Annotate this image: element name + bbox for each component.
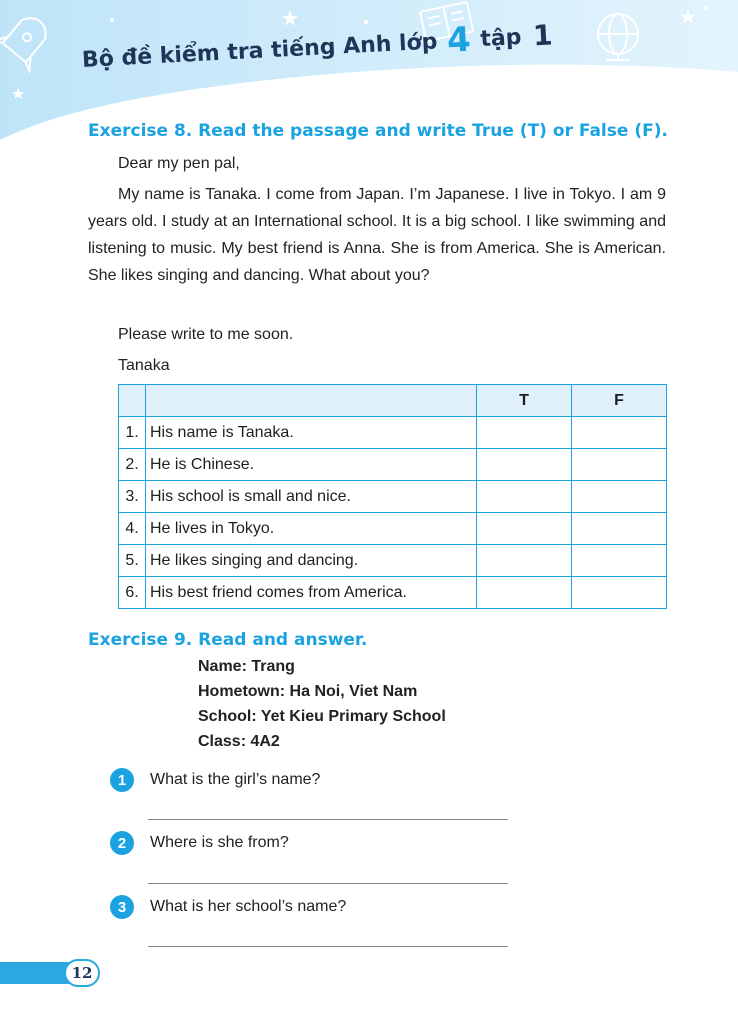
title-prefix: Bộ đề kiểm tra tiếng Anh lớp (81, 29, 439, 73)
table-row (119, 481, 667, 513)
question-1 (110, 767, 320, 793)
table-row (119, 577, 667, 609)
row-number: 3. (119, 481, 146, 513)
true-answer-cell[interactable] (477, 449, 572, 481)
grade-number: 4 (446, 19, 472, 61)
false-answer-cell[interactable] (572, 577, 667, 609)
row-statement: His school is small and nice. (146, 481, 477, 513)
letter-greeting: Dear my pen pal, (118, 155, 240, 172)
exercise-8-title: Exercise 8. Read the passage and write True (T) or False (F). (88, 121, 668, 141)
page-number: 12 (64, 959, 100, 987)
question-text: What is the girl’s name? (150, 771, 321, 788)
answer-line-2[interactable]: _______________________________________ (148, 866, 508, 884)
table-header-row (119, 385, 667, 417)
exercise-9-title: Exercise 9. Read and answer. (88, 630, 368, 650)
false-answer-cell[interactable] (572, 513, 667, 545)
header-banner (0, 0, 738, 140)
question-number-badge: 3 (110, 895, 134, 919)
header-statement-cell (146, 385, 477, 417)
true-answer-cell[interactable] (477, 513, 572, 545)
false-answer-cell[interactable] (572, 449, 667, 481)
letter-body-text: My name is Tanaka. I come from Japan. I’m Japanese. I live in Tokyo. I am 9 years old. I study at an International school. It is a big school. I like swimming and listening to music. My best friend is Anna. She is from America. She is American. She likes singing and dancing. What about you? (88, 186, 666, 284)
true-answer-cell[interactable] (477, 577, 572, 609)
false-answer-cell[interactable] (572, 417, 667, 449)
question-number-badge: 2 (110, 831, 134, 855)
question-3 (110, 894, 346, 920)
question-2 (110, 830, 289, 856)
row-statement: His name is Tanaka. (146, 417, 477, 449)
letter-body (88, 181, 666, 289)
info-class: Class: 4A2 (198, 733, 280, 750)
info-name: Name: Trang (198, 658, 295, 675)
row-number: 2. (119, 449, 146, 481)
row-statement: He likes singing and dancing. (146, 545, 477, 577)
table-row (119, 417, 667, 449)
row-number: 4. (119, 513, 146, 545)
question-number-badge: 1 (110, 768, 134, 792)
info-hometown: Hometown: Ha Noi, Viet Nam (198, 683, 418, 700)
volume-number: 1 (532, 18, 554, 53)
row-statement: His best friend comes from America. (146, 577, 477, 609)
table-row (119, 449, 667, 481)
false-answer-cell[interactable] (572, 545, 667, 577)
row-statement: He is Chinese. (146, 449, 477, 481)
table-row (119, 513, 667, 545)
row-number: 5. (119, 545, 146, 577)
true-answer-cell[interactable] (477, 481, 572, 513)
row-number: 6. (119, 577, 146, 609)
answer-line-3[interactable]: _______________________________________ (148, 929, 508, 947)
true-answer-cell[interactable] (477, 417, 572, 449)
false-answer-cell[interactable] (572, 481, 667, 513)
table-row (119, 545, 667, 577)
header-num-cell (119, 385, 146, 417)
letter-closing: Please write to me soon. (118, 326, 294, 343)
row-number: 1. (119, 417, 146, 449)
true-answer-cell[interactable] (477, 545, 572, 577)
question-text: Where is she from? (150, 834, 289, 851)
true-false-table (118, 384, 667, 609)
title-suffix: tập (479, 24, 523, 53)
info-school: School: Yet Kieu Primary School (198, 708, 446, 725)
answer-line-1[interactable]: _______________________________________ (148, 802, 508, 820)
letter-signature: Tanaka (118, 357, 170, 374)
header-false: F (572, 385, 667, 417)
row-statement: He lives in Tokyo. (146, 513, 477, 545)
question-text: What is her school’s name? (150, 898, 347, 915)
header-true: T (477, 385, 572, 417)
